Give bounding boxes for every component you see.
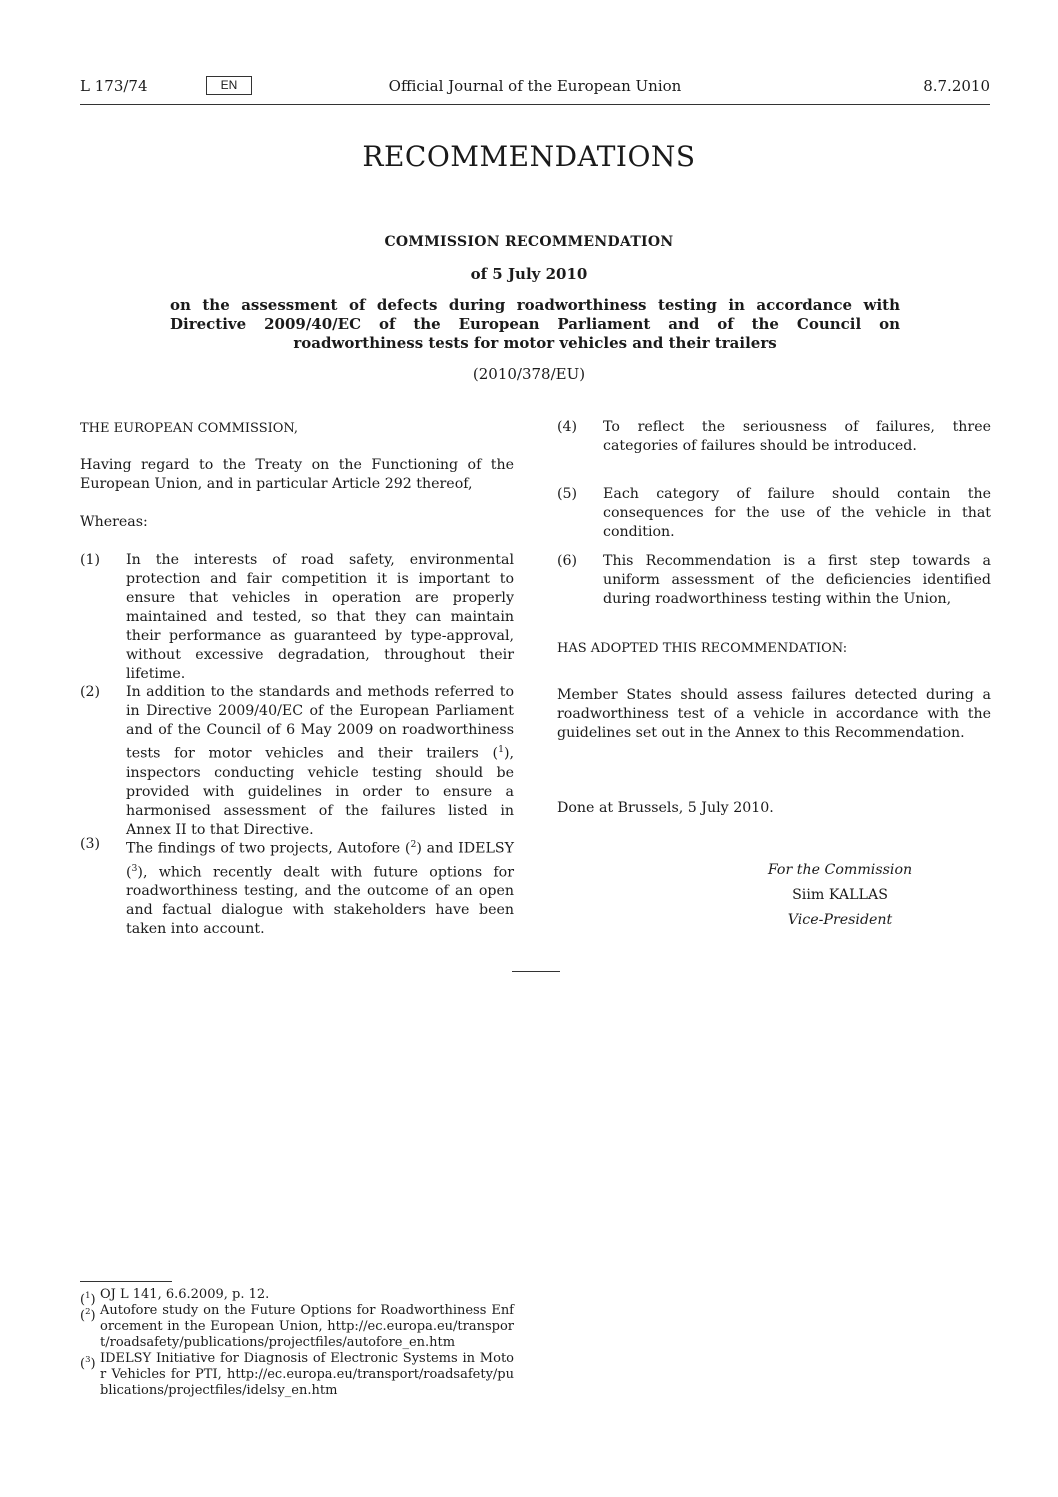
recommendation-subject: on the assessment of defects during roadworthiness testing in accordance with Directive 2009/40/EC of the European Parliament and of the Council on roadworthiness tests for motor vehicles and their trailers — [170, 296, 900, 352]
footnote-text: OJ L 141, 6.6.2009, p. 12. — [100, 1287, 270, 1302]
footnote-ref[interactable]: 3 — [131, 862, 138, 874]
footnote-2 — [80, 1303, 514, 1351]
recital-number: (3) — [80, 836, 101, 852]
language-badge: EN — [206, 76, 252, 95]
operative-text: Member States should assess failures detected during a roadworthiness test of a vehicle in accordance with the guidelines set out in the Annex to this Recommendation. — [557, 687, 991, 741]
footnote-text[interactable]: IDELSY Initiative for Diagnosis of Electronic Systems in Motor Vehicles for PTI, http://ec.europa.eu/transport/roadsafety/publications/projectfiles/idelsy_en.htm — [100, 1351, 514, 1398]
recommendation-heading: COMMISSION RECOMMENDATION — [384, 234, 674, 250]
page-reference: L 173/74 — [80, 77, 148, 95]
footnote-number: ($^1$) — [80, 1290, 96, 1308]
done-at: Done at Brussels, 5 July 2010. — [557, 800, 774, 816]
recital-3 — [80, 835, 514, 939]
signatory-name: Siim KALLAS — [792, 887, 888, 903]
header-rule — [80, 104, 990, 105]
footnote-number: ($^2$) — [80, 1306, 96, 1324]
recital-5 — [557, 485, 991, 542]
recital-number: (6) — [557, 553, 578, 569]
footnote-rule — [80, 1281, 172, 1282]
recital-text: The findings of two projects, Autofore ($^2$) and IDELSY ($^3$), which recently dealt with future options for roadworthiness testing, and the outcome of an open and factual dialogue with stakeholders have been taken into account. — [126, 839, 514, 938]
recommendation-reference: (2010/378/EU) — [472, 365, 586, 383]
having-regard: Having regard to the Treaty on the Functioning of the European Union, and in particular Article 292 thereof, — [80, 457, 514, 492]
footnote-text[interactable]: Autofore study on the Future Options for Roadworthiness Enforcement in the European Union, http://ec.europa.eu/transport/roadsafety/publications/projectfiles/autofore_en.htm — [100, 1303, 514, 1350]
footnote-1 — [80, 1287, 514, 1308]
publication-date: 8.7.2010 — [923, 77, 990, 95]
recital-2 — [80, 683, 514, 840]
footnote-ref[interactable]: 2 — [410, 839, 417, 850]
footnote-ref[interactable]: 1 — [498, 744, 504, 755]
journal-title: Official Journal of the European Union — [388, 77, 682, 95]
section-title: RECOMMENDATIONS — [362, 140, 696, 173]
recommendation-date: of 5 July 2010 — [470, 265, 588, 283]
adopted-line: HAS ADOPTED THIS RECOMMENDATION: — [557, 641, 848, 656]
author-line: THE EUROPEAN COMMISSION, — [80, 421, 299, 436]
end-rule — [512, 971, 560, 972]
whereas-label: Whereas: — [80, 514, 148, 530]
recital-4 — [557, 418, 991, 456]
recital-number: (2) — [80, 684, 101, 700]
recital-number: (5) — [557, 486, 578, 502]
signature-for: For the Commission — [767, 862, 913, 878]
footnote-number: ($^3$) — [80, 1354, 96, 1372]
recital-text: This Recommendation is a first step towards a uniform assessment of the deficiencies identified during roadworthiness testing within the Union, — [603, 553, 991, 607]
recital-text: In addition to the standards and methods referred to in Directive 2009/40/EC of the European Parliament and of the Council of 6 May 2009 on roadworthiness tests for motor vehicles and their trailers ($^1$), inspectors conducting vehicle testing should be provided with guidelines in order to ensure a harmonised assessment of the failures listed in Annex II to that Directive. — [126, 684, 514, 838]
recital-1 — [80, 551, 514, 684]
recital-text: In the interests of road safety, environmental protection and fair competition it is important to ensure that vehicles in operation are properly maintained and tested, so that they can maintain their performance as guaranteed by type-approval, without excessive degradation, throughout their lifetime. — [126, 552, 514, 682]
recital-number: (4) — [557, 419, 578, 435]
recital-text: To reflect the seriousness of failures, three categories of failures should be introduced. — [603, 419, 991, 454]
recital-6 — [557, 552, 991, 609]
recital-number: (1) — [80, 552, 101, 568]
recital-text: Each category of failure should contain the consequences for the use of the vehicle in that condition. — [603, 486, 991, 540]
footnote-3 — [80, 1351, 514, 1399]
signatory-role: Vice-President — [787, 912, 893, 928]
